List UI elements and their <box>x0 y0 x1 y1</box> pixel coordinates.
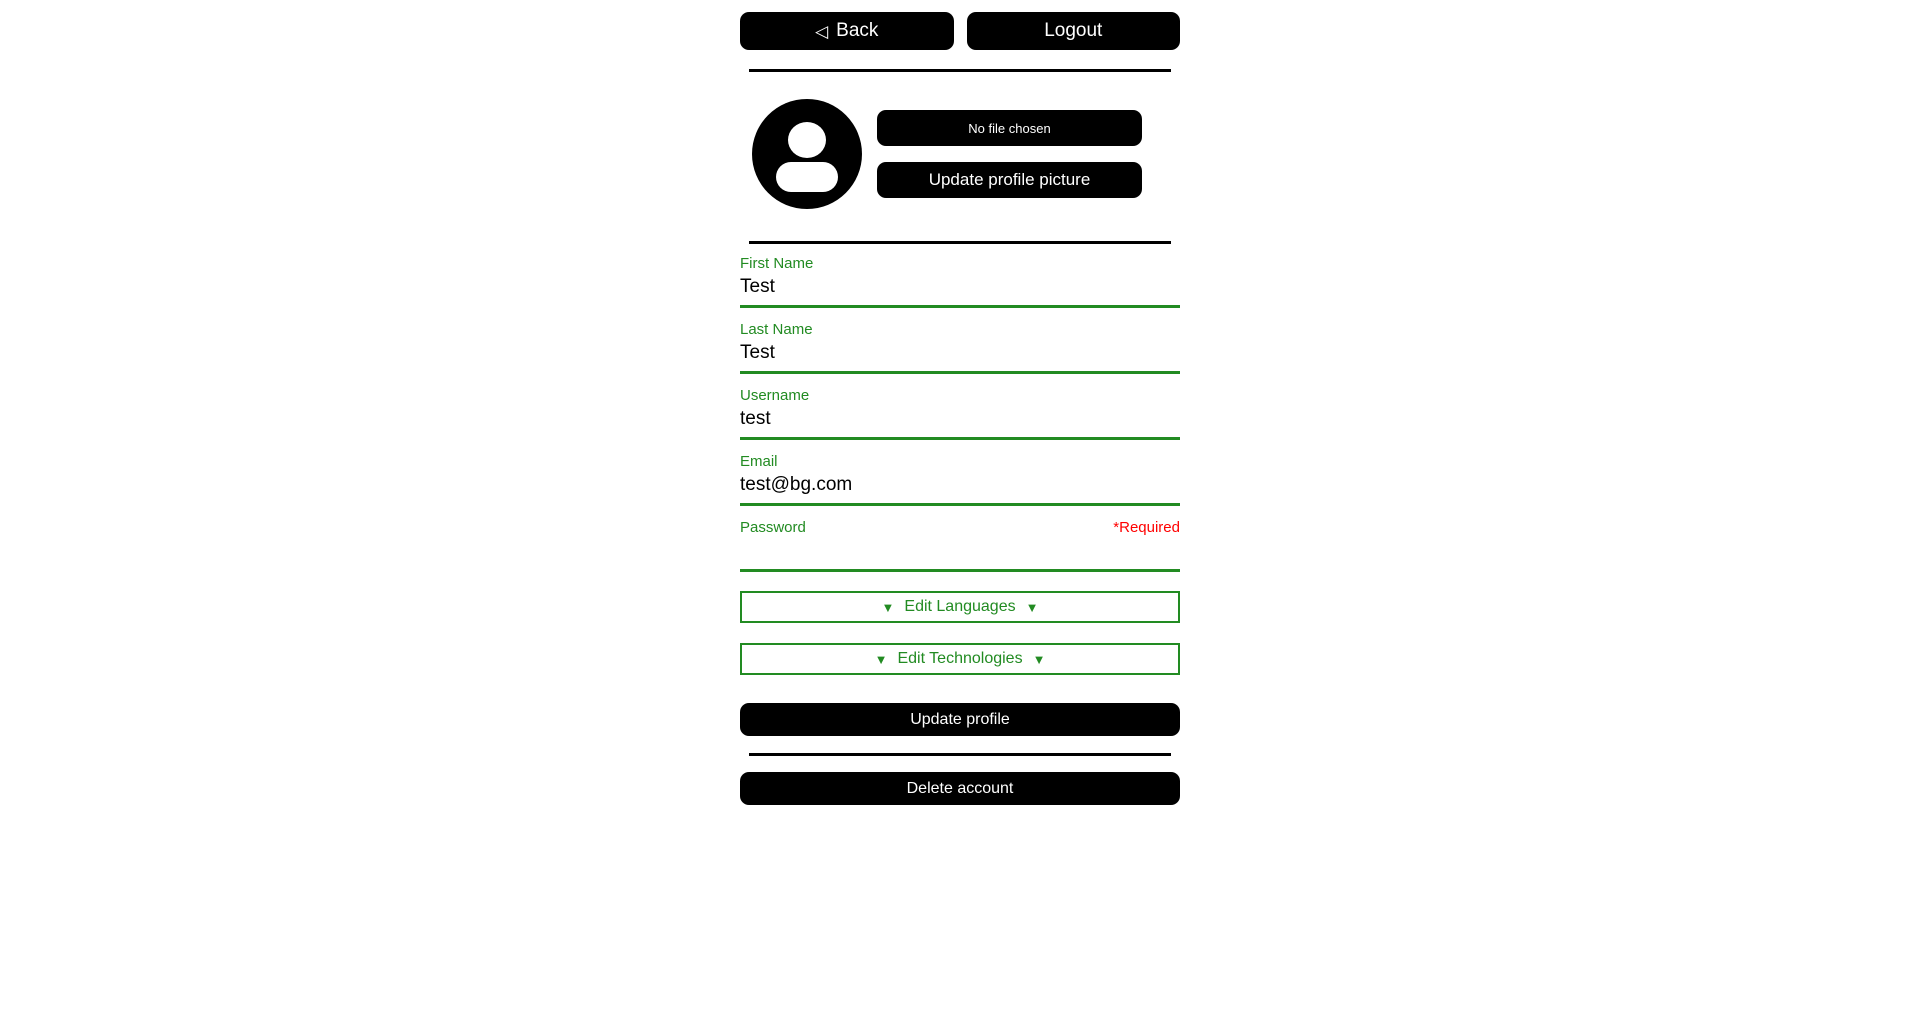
last-name-label-row <box>740 321 1180 339</box>
divider-before-delete <box>749 753 1171 756</box>
first-name-label: First Name <box>740 255 814 272</box>
triangle-down-icon: ▼ <box>881 599 895 615</box>
last-name-input[interactable] <box>740 339 1180 374</box>
profile-form <box>740 255 1180 736</box>
password-required-note: *Required <box>1113 519 1180 536</box>
email-label-row <box>740 453 1180 471</box>
update-profile-button[interactable] <box>740 703 1180 736</box>
email-label: Email <box>740 453 778 470</box>
delete-account-label: Delete account <box>906 779 1014 797</box>
user-icon <box>788 122 826 158</box>
first-name-input[interactable] <box>740 273 1180 308</box>
back-arrow-icon: ◁ <box>815 21 829 41</box>
username-label: Username <box>740 387 810 404</box>
back-button[interactable] <box>740 12 954 50</box>
email-field-group <box>740 453 1180 506</box>
update-profile-label: Update profile <box>910 710 1010 728</box>
file-input-status-text: No file chosen <box>968 120 1051 136</box>
first-name-field-group <box>740 255 1180 308</box>
username-field-group <box>740 387 1180 440</box>
edit-languages-label: Edit Languages <box>904 598 1016 615</box>
username-label-row <box>740 387 1180 405</box>
triangle-down-icon: ▼ <box>874 651 888 667</box>
top-button-row <box>740 12 1180 50</box>
password-label-row <box>740 519 1180 537</box>
triangle-down-icon: ▼ <box>1032 651 1046 667</box>
password-label: Password <box>740 519 806 536</box>
profile-container <box>740 0 1180 805</box>
password-input[interactable] <box>740 537 1180 572</box>
divider-top <box>749 69 1171 72</box>
divider-after-avatar <box>749 241 1171 244</box>
avatar-section <box>740 99 1180 209</box>
email-input[interactable] <box>740 471 1180 506</box>
avatar <box>752 99 862 209</box>
delete-account-button[interactable] <box>740 772 1180 805</box>
profile-picture-file-input[interactable] <box>877 110 1142 146</box>
logout-button-label: Logout <box>1044 20 1103 41</box>
last-name-label: Last Name <box>740 321 813 338</box>
update-profile-picture-button[interactable] <box>877 162 1142 198</box>
triangle-down-icon: ▼ <box>1025 599 1039 615</box>
password-field-group <box>740 519 1180 572</box>
update-picture-label: Update profile picture <box>928 170 1091 189</box>
avatar-buttons-column <box>877 110 1142 198</box>
edit-technologies-toggle[interactable] <box>740 643 1180 675</box>
username-input[interactable] <box>740 405 1180 440</box>
first-name-label-row <box>740 255 1180 273</box>
back-button-label: Back <box>836 20 879 41</box>
edit-technologies-label: Edit Technologies <box>897 650 1023 667</box>
user-icon-torso <box>776 162 838 192</box>
edit-languages-toggle[interactable] <box>740 591 1180 623</box>
last-name-field-group <box>740 321 1180 374</box>
logout-button[interactable] <box>967 12 1181 50</box>
